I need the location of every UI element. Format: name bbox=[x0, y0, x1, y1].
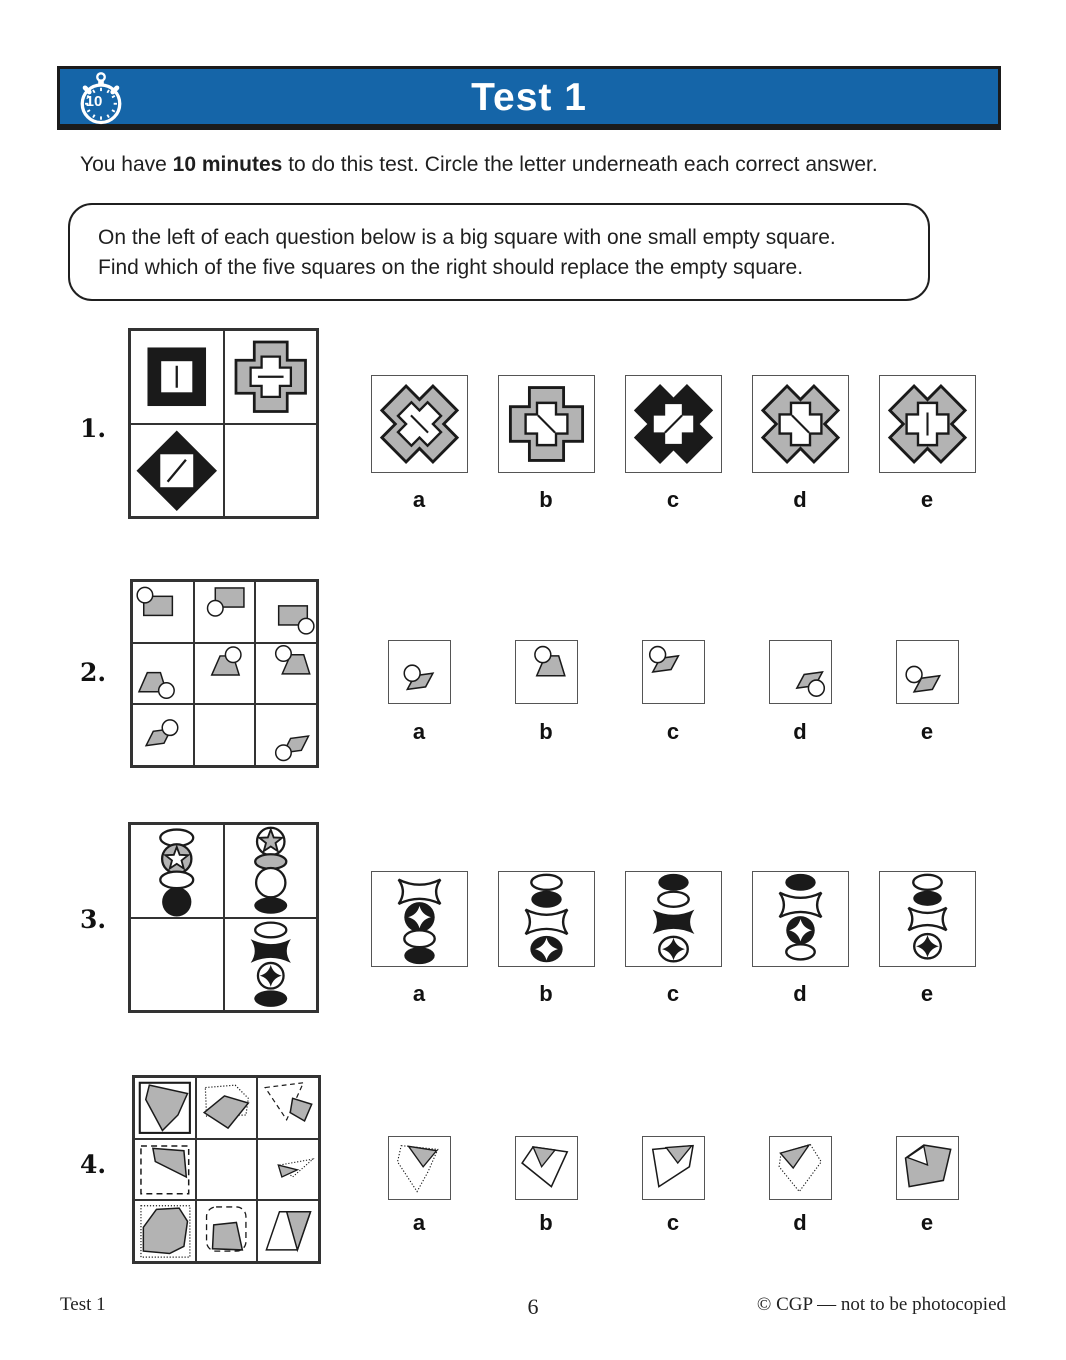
answer-label-2-d[interactable]: d bbox=[793, 719, 807, 744]
question-grid-1 bbox=[128, 328, 319, 519]
answer-figure-4-d bbox=[770, 1137, 831, 1199]
answer-label-4-e[interactable]: e bbox=[920, 1210, 934, 1235]
answer-figure-3-e bbox=[880, 872, 975, 966]
question-number-1: 1. bbox=[80, 414, 107, 443]
grid-cell-2-r1c1 bbox=[194, 643, 256, 705]
answer-box-3-e bbox=[879, 871, 976, 967]
answer-label-2-a[interactable]: a bbox=[412, 719, 426, 744]
answer-label-2-b[interactable]: b bbox=[539, 719, 553, 744]
answer-box-4-b bbox=[515, 1136, 578, 1200]
grid-cell-1-r0c1 bbox=[224, 330, 318, 424]
answer-label-3-c[interactable]: c bbox=[666, 981, 680, 1006]
answer-figure-4-b bbox=[516, 1137, 577, 1199]
answer-figure-2-a bbox=[389, 641, 450, 703]
answer-label-4-c[interactable]: c bbox=[666, 1210, 680, 1235]
answer-box-2-b bbox=[515, 640, 578, 704]
answer-figure-2-e bbox=[897, 641, 958, 703]
answer-figure-2-c bbox=[643, 641, 704, 703]
grid-cell-4-r0c1 bbox=[196, 1077, 258, 1139]
answer-label-3-d[interactable]: d bbox=[793, 981, 807, 1006]
intro-prefix: You have bbox=[80, 153, 173, 176]
answer-label-2-c[interactable]: c bbox=[666, 719, 680, 744]
question-grid-4 bbox=[132, 1075, 321, 1264]
answer-figure-2-d bbox=[770, 641, 831, 703]
grid-cell-4-r1c0 bbox=[134, 1139, 196, 1201]
intro-text bbox=[80, 153, 980, 177]
grid-cell-2-r2c0 bbox=[132, 704, 194, 766]
grid-cell-3-r1c0-empty bbox=[130, 918, 224, 1012]
grid-cell-2-r1c0 bbox=[132, 643, 194, 705]
instruction-line-1: On the left of each question below is a big square with one small empty square. bbox=[98, 226, 836, 249]
grid-cell-2-r0c1 bbox=[194, 581, 256, 643]
test-title: Test 1 bbox=[471, 76, 587, 119]
answer-label-3-b[interactable]: b bbox=[539, 981, 553, 1006]
answer-box-3-a bbox=[371, 871, 468, 967]
answer-label-1-a[interactable]: a bbox=[412, 487, 426, 512]
answer-figure-2-b bbox=[516, 641, 577, 703]
question-grid-3 bbox=[128, 822, 319, 1013]
footer-test-name: Test 1 bbox=[60, 1294, 106, 1315]
answer-box-1-e bbox=[879, 375, 976, 473]
instruction-box bbox=[68, 203, 930, 301]
grid-cell-4-r2c0 bbox=[134, 1200, 196, 1262]
answer-box-3-b bbox=[498, 871, 595, 967]
answer-label-1-e[interactable]: e bbox=[920, 487, 934, 512]
grid-cell-3-r1c1 bbox=[224, 918, 318, 1012]
grid-cell-2-r2c1-empty bbox=[194, 704, 256, 766]
answer-label-1-d[interactable]: d bbox=[793, 487, 807, 512]
question-number-3: 3. bbox=[80, 905, 107, 934]
answer-box-4-c bbox=[642, 1136, 705, 1200]
answer-figure-3-c bbox=[626, 872, 721, 966]
answer-figure-1-d bbox=[753, 376, 848, 472]
answer-box-4-d bbox=[769, 1136, 832, 1200]
grid-cell-1-r0c0 bbox=[130, 330, 224, 424]
answer-box-1-a bbox=[371, 375, 468, 473]
answer-box-4-a bbox=[388, 1136, 451, 1200]
answer-box-3-d bbox=[752, 871, 849, 967]
footer-page-number: 6 bbox=[527, 1294, 539, 1319]
grid-cell-3-r0c1 bbox=[224, 824, 318, 918]
grid-cell-2-r0c0 bbox=[132, 581, 194, 643]
answer-label-1-b[interactable]: b bbox=[539, 487, 553, 512]
question-grid-2 bbox=[130, 579, 319, 768]
answer-label-2-e[interactable]: e bbox=[920, 719, 934, 744]
answer-box-1-c bbox=[625, 375, 722, 473]
answer-box-2-d bbox=[769, 640, 832, 704]
answer-label-4-b[interactable]: b bbox=[539, 1210, 553, 1235]
answer-figure-1-c bbox=[626, 376, 721, 472]
answer-figure-4-c bbox=[643, 1137, 704, 1199]
answer-figure-4-a bbox=[389, 1137, 450, 1199]
grid-cell-4-r0c0 bbox=[134, 1077, 196, 1139]
intro-bold: 10 minutes bbox=[172, 153, 283, 176]
answer-label-4-a[interactable]: a bbox=[412, 1210, 426, 1235]
answer-label-1-c[interactable]: c bbox=[666, 487, 680, 512]
answer-figure-3-d bbox=[753, 872, 848, 966]
grid-cell-4-r1c1-empty bbox=[196, 1139, 258, 1201]
grid-cell-4-r0c2 bbox=[257, 1077, 319, 1139]
grid-cell-3-r0c0 bbox=[130, 824, 224, 918]
grid-cell-1-r1c1-empty bbox=[224, 424, 318, 518]
grid-cell-2-r0c2 bbox=[255, 581, 317, 643]
question-number-4: 4. bbox=[80, 1150, 107, 1179]
answer-label-3-e[interactable]: e bbox=[920, 981, 934, 1006]
instruction-line-2: Find which of the five squares on the right should replace the empty square. bbox=[98, 256, 804, 279]
answer-figure-3-b bbox=[499, 872, 594, 966]
stopwatch-timer-value: 10 bbox=[85, 93, 103, 110]
answer-figure-1-a bbox=[372, 376, 467, 472]
answer-box-2-a bbox=[388, 640, 451, 704]
grid-cell-4-r2c1 bbox=[196, 1200, 258, 1262]
intro-suffix: to do this test. Circle the letter underneath each correct answer. bbox=[282, 153, 878, 176]
answer-label-3-a[interactable]: a bbox=[412, 981, 426, 1006]
answer-box-4-e bbox=[896, 1136, 959, 1200]
grid-cell-4-r1c2 bbox=[257, 1139, 319, 1201]
answer-label-4-d[interactable]: d bbox=[793, 1210, 807, 1235]
grid-cell-2-r1c2 bbox=[255, 643, 317, 705]
answer-figure-1-b bbox=[499, 376, 594, 472]
answer-figure-3-a bbox=[372, 872, 467, 966]
answer-box-1-d bbox=[752, 375, 849, 473]
question-number-2: 2. bbox=[80, 658, 107, 687]
grid-cell-1-r1c0 bbox=[130, 424, 224, 518]
answer-box-3-c bbox=[625, 871, 722, 967]
answer-box-2-e bbox=[896, 640, 959, 704]
answer-box-2-c bbox=[642, 640, 705, 704]
grid-cell-4-r2c2 bbox=[257, 1200, 319, 1262]
answer-figure-1-e bbox=[880, 376, 975, 472]
header-bar bbox=[57, 66, 1001, 130]
answer-box-1-b bbox=[498, 375, 595, 473]
answer-figure-4-e bbox=[897, 1137, 958, 1199]
footer-copyright: © CGP — not to be photocopied bbox=[756, 1294, 1006, 1315]
grid-cell-2-r2c2 bbox=[255, 704, 317, 766]
